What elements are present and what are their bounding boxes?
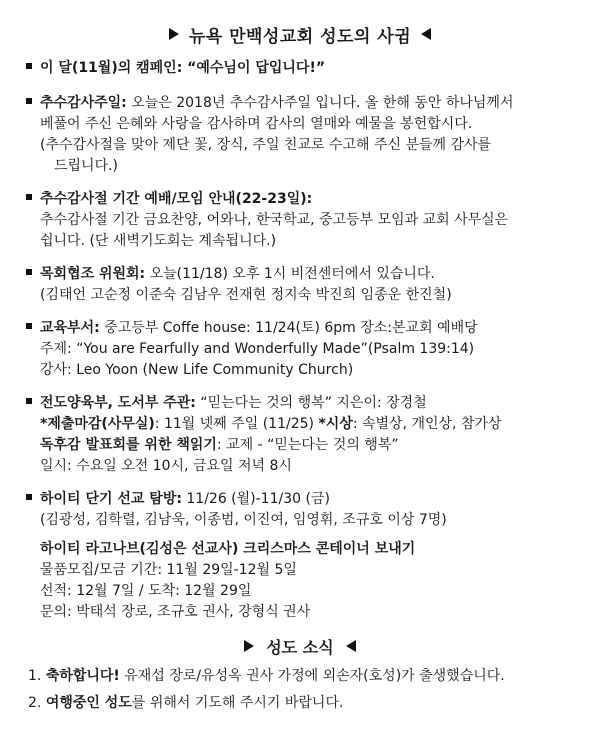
haiti-trip-label: 하이티 단기 선교 탐방:: [40, 491, 182, 507]
haiti-container-line2: 선적: 12월 7일 / 도착: 12월 29일: [40, 583, 252, 599]
haiti-trip-members: (김광성, 김학렬, 김남욱, 이종범, 이진여, 임영휘, 조규호 이상 7명): [40, 512, 447, 528]
thanksgiving-line4: 드립니다.): [54, 158, 119, 174]
worship-label: 추수감사절 기간 예배/모임 안내(22-23일):: [40, 191, 313, 207]
mission-library-label: 전도양육부, 도서부 주관:: [40, 395, 196, 411]
square-bullet-icon: [26, 63, 32, 69]
thanksgiving-line2: 베풀어 주신 은혜와 사랑을 감사하며 감사의 열매와 예물을 봉헌합시다.: [40, 116, 473, 132]
triangle-right-icon: [169, 28, 179, 40]
haiti-container-label: 하이티 라고나브(김성은 선교사) 크리스마스 콘테이너 보내기: [40, 541, 416, 557]
deadline-label: *제출마감(사무실): [40, 416, 155, 432]
education-line2: 주제: “You are Fearfully and Wonderfully Made”(Psalm 139:14): [40, 341, 475, 357]
square-bullet-icon: [26, 98, 32, 104]
news-item: [28, 665, 586, 688]
triangle-right-icon: [244, 640, 254, 652]
thanksgiving-section: [40, 93, 586, 177]
thanksgiving-line1: 오늘은 2018년 추수감사주일 입니다. 올 한해 동안 하나님께서: [126, 95, 514, 111]
pastoral-line1: 오늘(11/18) 오후 1시 비전센터에서 있습니다.: [145, 266, 435, 282]
news-header: [14, 631, 586, 661]
header: [14, 14, 586, 54]
thanksgiving-line3: (추수감사절을 맞아 제단 꽃, 장식, 주일 친교로 수고해 주신 분들께 감사를: [40, 137, 492, 153]
square-bullet-icon: [26, 398, 32, 404]
mission-library-section: [40, 393, 586, 477]
square-bullet-icon: [26, 323, 32, 329]
news-item-number: 1.: [28, 668, 46, 684]
campaign-section: [40, 58, 586, 79]
news-item-text: 를 위해서 기도해 주시기 바랍니다.: [131, 695, 344, 711]
news-item: [28, 692, 586, 715]
thanksgiving-label: 추수감사주일:: [40, 95, 127, 111]
square-bullet-icon: [26, 194, 32, 200]
haiti-container-line1: 물품모집/모금 기간: 11월 29일-12월 5일: [40, 562, 297, 578]
education-label: 교육부서:: [40, 320, 100, 336]
pastoral-label: 목회협조 위원회:: [40, 266, 146, 282]
reading-label: 독후감 발표회를 위한 책읽기: [40, 437, 217, 453]
award-text: : 속별상, 개인상, 참가상: [352, 416, 502, 432]
pastoral-section: [40, 264, 586, 306]
square-bullet-icon: [26, 269, 32, 275]
square-bullet-icon: [26, 494, 32, 500]
news-item-highlight: 여행중인 성도: [45, 695, 132, 711]
deadline-text: : 11월 넷째 주일 (11/25): [154, 416, 319, 432]
news-title: 성도 소식: [266, 637, 334, 657]
pastoral-line2: (김태언 고순정 이준숙 김남우 전재현 정지숙 박진희 임종운 한진철): [40, 287, 452, 303]
reading-schedule: 일시: 수요일 오전 10시, 금요일 저녁 8시: [40, 458, 292, 474]
worship-section: [40, 189, 586, 252]
education-line3: 강사: Leo Yoon (New Life Community Church): [40, 362, 354, 378]
haiti-container-line3: 문의: 박태석 장로, 조규호 권사, 강형식 권사: [40, 604, 311, 620]
news-item-number: 2.: [28, 695, 46, 711]
haiti-trip-dates: 11/26 (월)-11/30 (금): [181, 491, 330, 507]
campaign-label: 이 달(11월)의 캠페인:: [40, 60, 188, 76]
news-item-text: 유재섭 장로/유성옥 권사 가정에 외손자(호성)가 출생했습니다.: [119, 668, 505, 684]
news-list: [28, 665, 586, 715]
mission-library-line1: “믿는다는 것의 행복” 지은이: 장경철: [195, 395, 427, 411]
haiti-container-section: [40, 539, 586, 623]
education-section: [40, 318, 586, 381]
page-title: 뉴욕 만백성교회 성도의 사귐: [188, 26, 412, 47]
worship-line2: 쉽니다. (단 새벽기도회는 계속됩니다.): [40, 233, 277, 249]
worship-line1: 추수감사절 기간 금요찬양, 어와나, 한국학교, 중고등부 모임과 교회 사무실은: [40, 212, 509, 228]
award-label: *시상: [318, 416, 353, 432]
triangle-left-icon: [421, 28, 431, 40]
education-line1: 중고등부 Coffe house: 11/24(토) 6pm 장소:본교회 예배당: [99, 320, 478, 336]
reading-text: : 교제 - “믿는다는 것의 행복”: [216, 437, 399, 453]
campaign-text: “예수님이 답입니다!”: [187, 60, 326, 76]
triangle-left-icon: [346, 640, 356, 652]
haiti-trip-section: [40, 489, 586, 531]
news-item-highlight: 축하합니다!: [45, 668, 120, 684]
